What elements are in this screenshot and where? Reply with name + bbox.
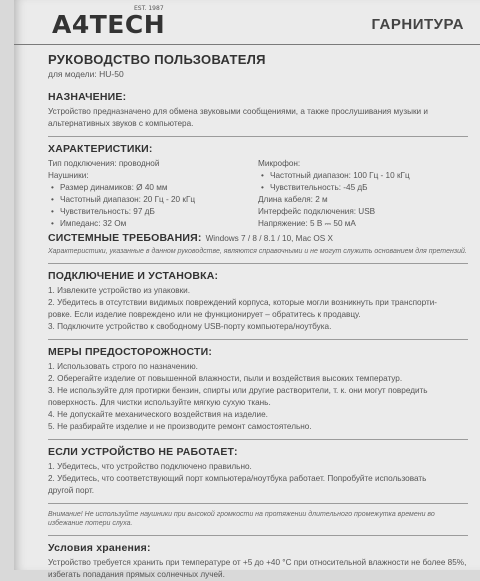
brand-logo bbox=[52, 5, 166, 39]
manual-title: РУКОВОДСТВО ПОЛЬЗОВАТЕЛЯ bbox=[48, 52, 266, 67]
mic-label: Микрофон: bbox=[258, 159, 301, 168]
purpose-heading: НАЗНАЧЕНИЕ: bbox=[48, 91, 127, 103]
sysreq-value: Windows 7 / 8 / 8.1 / 10, Mac OS X bbox=[205, 234, 333, 243]
list-item: 1. Извлеките устройство из упаковки. bbox=[48, 285, 191, 295]
connection-type: Тип подключения: проводной bbox=[48, 159, 160, 168]
spec-item: • Частотный диапазон: 100 Гц - 10 кГц bbox=[258, 170, 468, 182]
list-item: 1. Убедитесь, что устройство подключено правильно. bbox=[48, 461, 252, 471]
voltage: Напряжение: 5 В ⎓ 50 мА bbox=[258, 219, 356, 228]
sysreq-heading: СИСТЕМНЫЕ ТРЕБОВАНИЯ: bbox=[48, 232, 202, 244]
specs-note: Характеристики, указанные в данном руководстве, являются справочными и не могут служить основанием для претензий. bbox=[48, 248, 467, 255]
brand-est: EST. 1987 bbox=[134, 5, 164, 12]
product-type-title: ГАРНИТУРА bbox=[371, 16, 464, 33]
specs-heading: ХАРАКТЕРИСТИКИ: bbox=[48, 143, 153, 155]
storage-heading: Условия хранения: bbox=[48, 541, 151, 554]
install-heading: ПОДКЛЮЧЕНИЕ И УСТАНОВКА: bbox=[48, 269, 219, 282]
spec-item: • Чувствительность: -45 дБ bbox=[258, 182, 468, 194]
list-item: 2. Убедитесь в отсутствии видимых повреждений корпуса, которые могли возникнуть при транспорти- bbox=[48, 297, 437, 307]
storage-text: Устройство требуется хранить при температуре от +5 до +40 °С при относительной влажности не более 85%, избегать попадания прямых солнечных лучей. bbox=[48, 557, 467, 579]
manual-page bbox=[14, 0, 480, 579]
warning-text: Внимание! Не используйте наушники при высокой громкости на протяжении длительного промежутка времени во избежание потери слуха. bbox=[48, 510, 435, 527]
specs-left-column bbox=[48, 158, 258, 230]
specs-section bbox=[48, 143, 468, 264]
purpose-section bbox=[48, 91, 468, 137]
list-item: 5. Не разбирайте изделие и не производите ремонт самостоятельно. bbox=[48, 421, 312, 431]
system-requirements bbox=[48, 232, 468, 245]
page-header bbox=[14, 0, 480, 45]
list-item: другой порт. bbox=[48, 485, 95, 495]
list-item: 1. Использовать строго по назначению. bbox=[48, 361, 198, 371]
safety-section bbox=[48, 346, 468, 440]
list-item: 3. Подключите устройство к свободному USB-порту компьютера/ноутбука. bbox=[48, 321, 332, 331]
purpose-text: Устройство предназначено для обмена звуковыми сообщениями, а также прослушивания музыки и альтернативных звуков с компьютера. bbox=[48, 107, 428, 128]
install-section bbox=[48, 270, 468, 340]
specs-right-column bbox=[258, 158, 468, 230]
troubleshoot-heading: ЕСЛИ УСТРОЙСТВО НЕ РАБОТАЕТ: bbox=[48, 445, 238, 458]
list-item: 2. Убедитесь, что соответствующий порт компьютера/ноутбука работает. Попробуйте использовать bbox=[48, 473, 427, 483]
brand-name: A4TECH bbox=[52, 10, 166, 39]
spec-item: • Чувствительность: 97 дБ bbox=[48, 206, 258, 218]
safety-heading: МЕРЫ ПРЕДОСТОРОЖНОСТИ: bbox=[48, 345, 213, 358]
model-label: для модели: HU-50 bbox=[48, 69, 124, 79]
spec-item: • Импеданс: 32 Ом bbox=[48, 218, 258, 230]
interface: Интерфейс подключения: USB bbox=[258, 207, 376, 216]
list-item: 4. Не допускайте механического воздействия на изделие. bbox=[48, 409, 268, 419]
cable-length: Длина кабеля: 2 м bbox=[258, 195, 328, 204]
storage-section bbox=[48, 542, 468, 581]
list-item: 3. Не используйте для протирки бензин, спирты или другие растворители, т. к. они могут повредить bbox=[48, 385, 428, 395]
warning-section bbox=[48, 510, 468, 536]
list-item: поверхность. Для чистки используйте мягкую сухую ткань. bbox=[48, 397, 271, 407]
troubleshoot-section bbox=[48, 446, 468, 504]
spec-item: • Размер динамиков: Ø 40 мм bbox=[48, 182, 258, 194]
headphones-label: Наушники: bbox=[48, 171, 89, 180]
list-item: ровке. Если изделие повреждено или не функционирует – обратитесь к продавцу. bbox=[48, 309, 361, 319]
list-item: 2. Оберегайте изделие от повышенной влажности, пыли и воздействия высоких температур. bbox=[48, 373, 403, 383]
manual-content bbox=[48, 52, 468, 581]
spec-item: • Частотный диапазон: 20 Гц - 20 кГц bbox=[48, 194, 258, 206]
